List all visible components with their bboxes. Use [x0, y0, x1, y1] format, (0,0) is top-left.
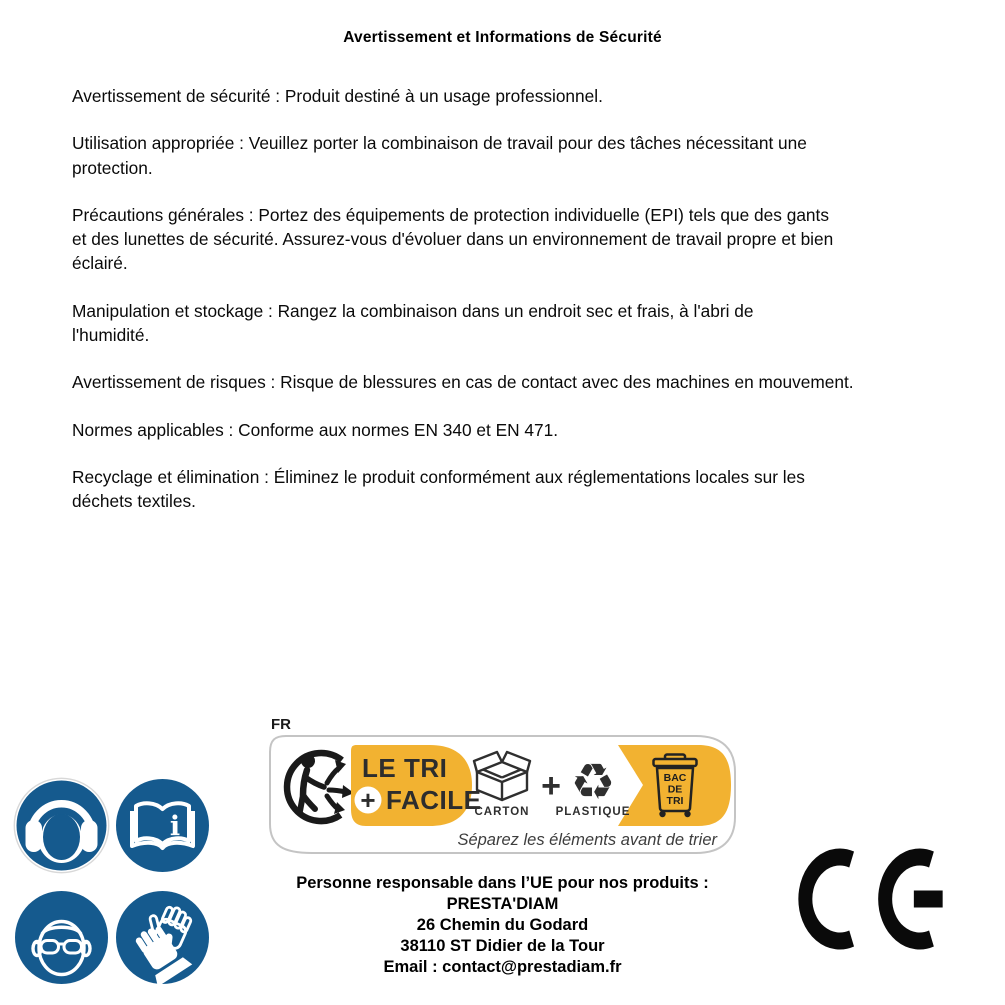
text-line: l'humidité.	[72, 325, 150, 346]
text-line: Recyclage et élimination : Éliminez le produit conformément aux réglementations locales sur les	[72, 466, 805, 487]
text-line: Normes applicables : Conforme aux normes EN 340 et EN 471.	[72, 419, 559, 440]
wear-eye-protection-icon	[13, 889, 110, 986]
contact-email: Email : contact@prestadiam.fr	[383, 958, 622, 976]
text-line: protection.	[72, 157, 153, 178]
paragraph-avertissement-risques	[72, 370, 997, 394]
country-code-label: FR	[271, 716, 291, 733]
banner-tagline: Séparez les éléments avant de trier	[457, 831, 717, 849]
text-line: déchets textiles.	[72, 491, 196, 512]
paragraph-avertissement-securite	[72, 84, 997, 108]
text-line: Manipulation et stockage : Rangez la combinaison dans un endroit sec et frais, à l'abri de	[72, 300, 754, 321]
text-line: et des lunettes de sécurité. Assurez-vous d'évoluer dans un environnement de travail propre et bien	[72, 229, 834, 250]
responsible-person-block	[250, 873, 755, 978]
read-instruction-manual-icon	[114, 777, 211, 874]
text-line: éclairé.	[72, 253, 128, 274]
paragraph-normes-applicables	[72, 418, 997, 442]
responsible-heading: Personne responsable dans l’UE pour nos produits :	[296, 874, 709, 892]
mandatory-pictograms-grid	[13, 777, 225, 989]
sorting-bin-icon	[654, 755, 697, 818]
bin-label-line3: TRI	[666, 795, 684, 807]
text-line: Avertissement de sécurité : Produit destiné à un usage professionnel.	[72, 86, 603, 106]
paragraph-precautions-generales	[72, 203, 997, 276]
ce-conformity-mark-icon	[797, 846, 955, 952]
company-name: PRESTA'DIAM	[446, 895, 559, 913]
bin-label-line1: BAC	[663, 772, 687, 784]
text-line: Avertissement de risques : Risque de blessures en cas de contact avec des machines en mouvement.	[72, 372, 854, 393]
paragraph-utilisation-appropriee	[72, 131, 997, 180]
bin-label-line2: DE	[667, 783, 683, 796]
carton-label: CARTON	[474, 806, 530, 818]
page-title: Avertissement et Informations de Sécurité	[343, 29, 662, 46]
banner-headline-line1: LE TRI	[362, 753, 448, 783]
recycling-arrows-icon: ♻	[570, 753, 616, 811]
safety-text-block	[72, 84, 997, 537]
text-line: Utilisation appropriée : Veuillez porter la combinaison de travail pour des tâches nécessitant une	[72, 133, 807, 154]
plastique-label: PLASTIQUE	[555, 806, 631, 818]
materials-plus-sign: +	[541, 767, 561, 805]
plus-circle-sign: +	[360, 785, 376, 815]
banner-headline-line2: FACILE	[386, 785, 482, 815]
paragraph-manipulation-stockage	[72, 299, 997, 348]
text-line: Précautions générales : Portez des équipements de protection individuelle (EPI) tels que des gants	[72, 204, 829, 225]
info-tri-recycling-banner	[266, 710, 740, 858]
wear-protective-gloves-icon	[114, 889, 211, 986]
address-line1: 26 Chemin du Godard	[416, 916, 589, 934]
wear-ear-protection-icon	[13, 777, 110, 874]
paragraph-recyclage-elimination	[72, 465, 997, 514]
address-line2: 38110 ST Didier de la Tour	[400, 937, 605, 955]
manual-info-letter: i	[169, 811, 181, 842]
